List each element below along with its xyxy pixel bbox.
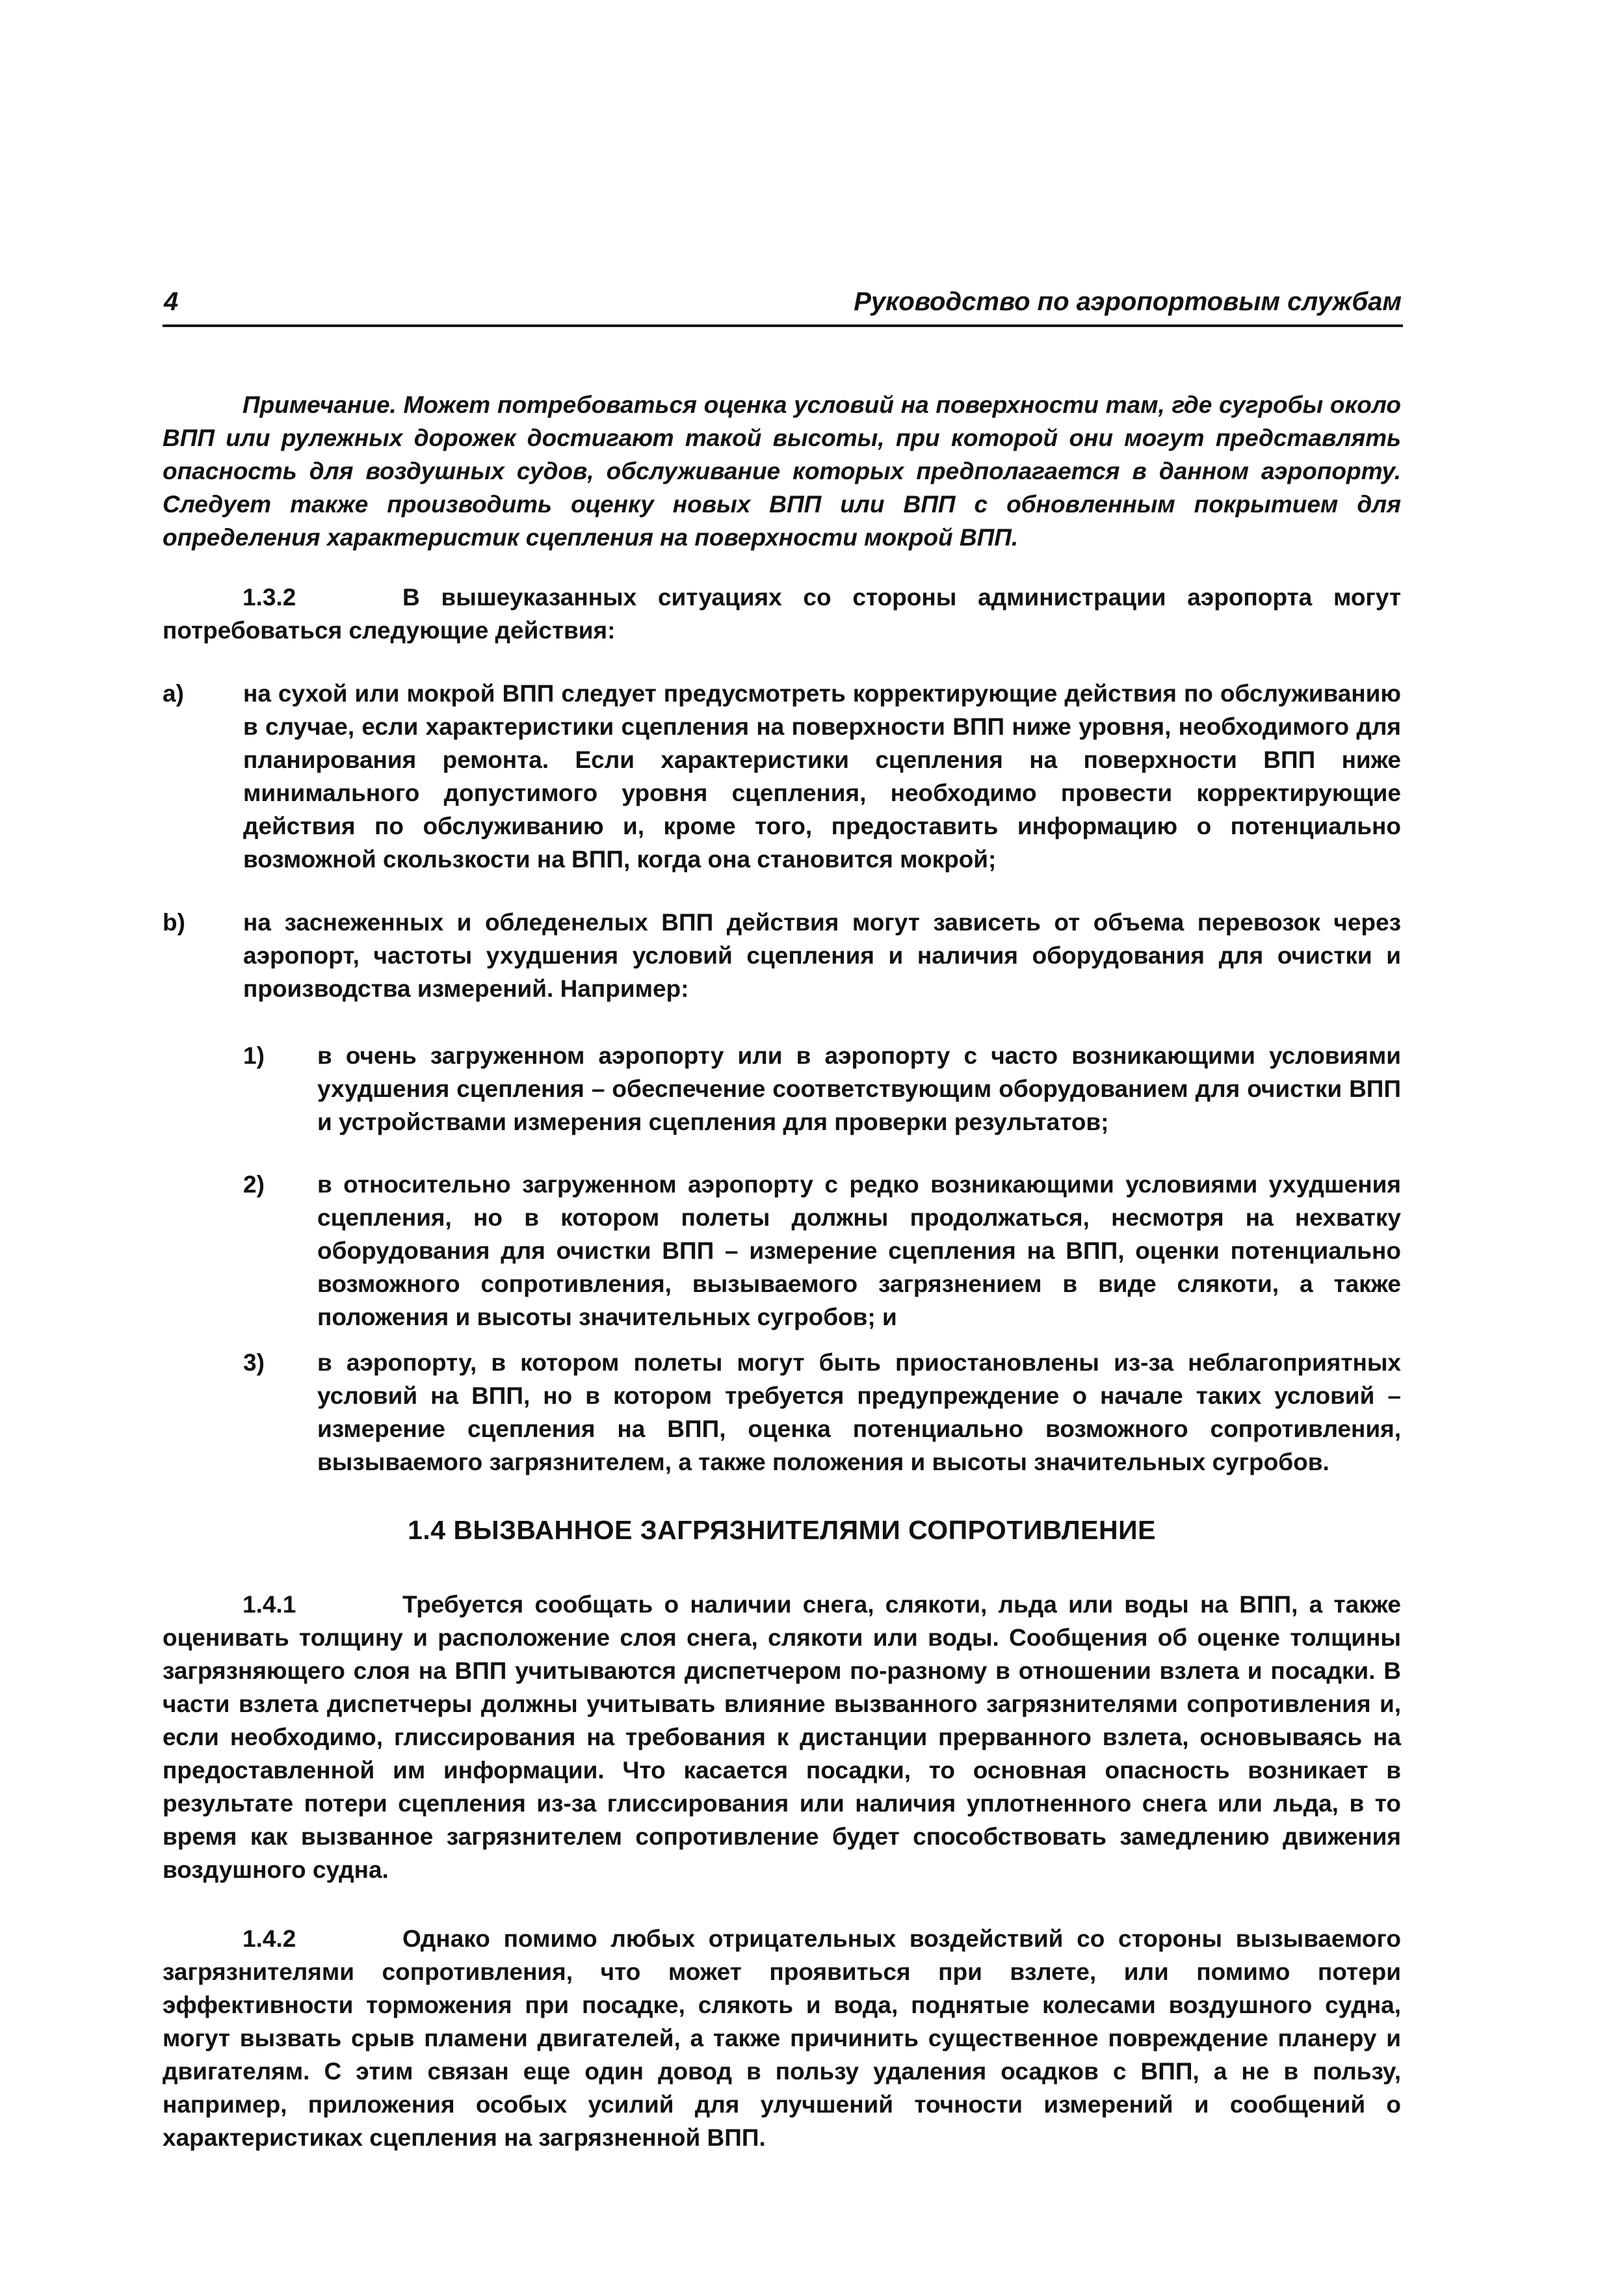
sub-item-marker: 3) bbox=[243, 1349, 265, 1376]
paragraph-1-3-2 bbox=[163, 581, 1401, 647]
header-divider bbox=[163, 324, 1403, 327]
paragraph-1-4-1 bbox=[163, 1588, 1401, 1886]
sub-item-marker: 1) bbox=[243, 1042, 265, 1069]
paragraph-number: 1.4.1 bbox=[242, 1591, 296, 1618]
paragraph-1-4-2 bbox=[163, 1922, 1401, 2154]
page-header bbox=[163, 287, 1402, 326]
sub-item-marker: 2) bbox=[243, 1171, 265, 1198]
paragraph-number: 1.4.2 bbox=[242, 1925, 296, 1952]
paragraph-text: Требуется сообщать о наличии снега, слякоти, льда или воды на ВПП, а также оценивать толщину и расположение слоя снега, слякоти или воды. Сообщения об оценке толщины загрязняющего слоя на ВПП учитываются диспетчером по-разному в отношении взлета и посадки. В части взлета диспетчеры должны учитывать влияние вызванного загрязнителями сопротивления и, если необходимо, глиссирования на требования к дистанции прерванного взлета, основываясь на предоставленной им информации. Что касается посадки, то основная опасность возникает в результате потери сцепления из-за глиссирования или наличия уплотненного снега или льда, в то время как вызванное загрязнителем сопротивление будет способствовать замедлению движения воздушного судна. bbox=[163, 1591, 1401, 1883]
section-heading: 1.4 ВЫЗВАННОЕ ЗАГРЯЗНИТЕЛЯМИ СОПРОТИВЛЕНИЕ bbox=[408, 1515, 1156, 1545]
sub-item-text: в очень загруженном аэропорту или в аэропорту с часто возникающими условиями ухудшения сцепления – обеспечение соответствующим оборудованием для очистки ВПП и устройствами измерения сцепления для проверки результатов; bbox=[317, 1042, 1401, 1135]
paragraph-number: 1.3.2 bbox=[242, 584, 296, 611]
note-text: Может потребоваться оценка условий на поверхности там, где сугробы около ВПП или рулежных дорожек достигают такой высоты, при которой они могут представлять опасность для воздушных судов, обслуживание которых предполагается в данном аэропорту. Следует также производить оценку новых ВПП или ВПП с обновленным покрытием для определения характеристик сцепления на поверхности мокрой ВПП. bbox=[163, 391, 1401, 551]
list-marker: a) bbox=[163, 680, 184, 707]
sub-item-text: в относительно загруженном аэропорту с редко возникающими условиями ухудшения сцепления, но в котором полеты должны продолжаться, несмотря на нехватку оборудования для очистки ВПП – измерение сцепления на ВПП, оценки потенциально возможного сопротивления, вызываемого загрязнением в виде слякоти, а также положения и высоты значительных сугробов; и bbox=[317, 1171, 1401, 1330]
paragraph-text: Однако помимо любых отрицательных воздействий со стороны вызываемого загрязнителями сопротивления, что может проявиться при взлете, или помимо потери эффективности торможения при посадке, слякоть и вода, поднятые колесами воздушного судна, могут вызвать срыв пламени двигателей, а также причинить существенное повреждение планеру и двигателям. С этим связан еще один довод в пользу удаления осадков с ВПП, а не в пользу, например, приложения особых усилий для улучшений точности измерений и сообщений о характеристиках сцепления на загрязненной ВПП. bbox=[163, 1925, 1401, 2151]
note-paragraph bbox=[163, 388, 1401, 554]
sub-item-text: в аэропорту, в котором полеты могут быть приостановлены из-за неблагоприятных условий на ВПП, но в котором требуется предупреждение о начале таких условий – измерение сцепления на ВПП, оценка потенциально возможного сопротивления, вызываемого загрязнителем, а также положения и высоты значительных сугробов. bbox=[317, 1349, 1401, 1475]
list-item-text: на заснеженных и обледенелых ВПП действия могут зависеть от объема перевозок через аэропорт, частоты ухудшения условий сцепления и наличия оборудования для очистки и производства измерений. Например: bbox=[243, 909, 1401, 1002]
running-title: Руководство по аэропортовым службам bbox=[854, 287, 1402, 316]
list-item-text: на сухой или мокрой ВПП следует предусмотреть корректирующие действия по обслуживанию в случае, если характеристики сцепления на поверхности ВПП ниже уровня, необходимого для планирования ремонта. Если характеристики сцепления на поверхности ВПП ниже минимального допустимого уровня сцепления, необходимо провести корректирующие действия по обслуживанию и, кроме того, предоставить информацию о потенциально возможной скользкости на ВПП, когда она становится мокрой; bbox=[243, 680, 1401, 873]
page-number: 4 bbox=[164, 287, 179, 316]
note-label: Примечание. bbox=[242, 391, 397, 418]
list-marker: b) bbox=[163, 909, 185, 936]
paragraph-text: В вышеуказанных ситуациях со стороны администрации аэропорта могут потребоваться следующие действия: bbox=[163, 584, 1401, 644]
